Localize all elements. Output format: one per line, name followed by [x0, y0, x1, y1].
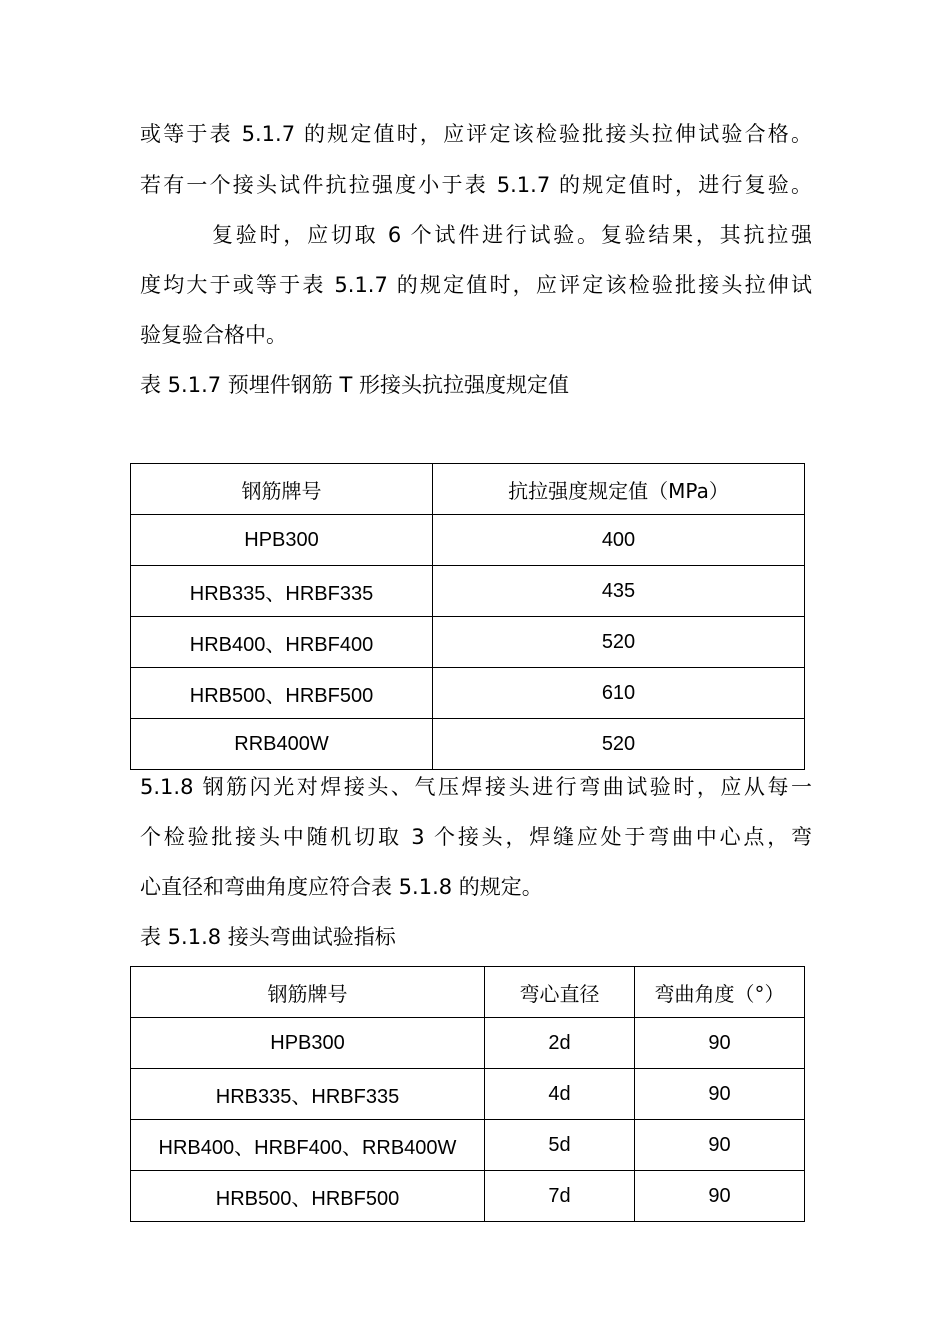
table-cell: 400 — [433, 515, 805, 566]
table-header-row — [131, 464, 805, 515]
table-row — [131, 1069, 805, 1120]
table-row — [131, 719, 805, 770]
table-cell: 7d — [485, 1171, 635, 1222]
table-cell: 2d — [485, 1018, 635, 1069]
header-cell: 抗拉强度规定值（MPa） — [433, 464, 805, 515]
table-cell: 90 — [635, 1069, 805, 1120]
table-cell: HRB400、HRBF400、RRB400W — [131, 1120, 485, 1171]
header-cell: 钢筋牌号 — [131, 464, 433, 515]
paragraph-line: 验复验合格中。 — [140, 323, 287, 347]
table-row — [131, 1171, 805, 1222]
table-cell: 520 — [433, 719, 805, 770]
paragraph-line: 5.1.8 钢筋闪光对焊接头、气压焊接头进行弯曲试验时，应从每一 — [140, 775, 812, 799]
table-cell: HPB300 — [131, 1018, 485, 1069]
table-caption: 表 5.1.8 接头弯曲试验指标 — [140, 925, 396, 949]
table-cell: HPB300 — [131, 515, 433, 566]
paragraph-line: 心直径和弯曲角度应符合表 5.1.8 的规定。 — [140, 875, 543, 899]
paragraph-line: 复验时，应切取 6 个试件进行试验。复验结果，其抗拉强 — [212, 223, 812, 247]
header-cell: 钢筋牌号 — [131, 967, 485, 1018]
table-cell: 90 — [635, 1120, 805, 1171]
table-cell: 4d — [485, 1069, 635, 1120]
table-cell: HRB335、HRBF335 — [131, 1069, 485, 1120]
table-cell: 435 — [433, 566, 805, 617]
paragraph-line: 个检验批接头中随机切取 3 个接头，焊缝应处于弯曲中心点，弯 — [140, 825, 812, 849]
table-cell: HRB335、HRBF335 — [131, 566, 433, 617]
table-cell: HRB400、HRBF400 — [131, 617, 433, 668]
table-cell: 5d — [485, 1120, 635, 1171]
header-cell: 弯心直径 — [485, 967, 635, 1018]
table-cell: HRB500、HRBF500 — [131, 1171, 485, 1222]
table-cell: RRB400W — [131, 719, 433, 770]
table-row — [131, 668, 805, 719]
table-header-row — [131, 967, 805, 1018]
table-row — [131, 566, 805, 617]
table-caption: 表 5.1.7 预埋件钢筋 T 形接头抗拉强度规定值 — [140, 373, 569, 397]
table-cell: 610 — [433, 668, 805, 719]
table-cell: 520 — [433, 617, 805, 668]
table-row — [131, 515, 805, 566]
table-cell: HRB500、HRBF500 — [131, 668, 433, 719]
header-cell: 弯曲角度（°） — [635, 967, 805, 1018]
tensile-strength-table — [130, 463, 805, 770]
table-cell: 90 — [635, 1171, 805, 1222]
table-row — [131, 617, 805, 668]
table-row — [131, 1018, 805, 1069]
table-row — [131, 1120, 805, 1171]
paragraph-line: 若有一个接头试件抗拉强度小于表 5.1.7 的规定值时，进行复验。 — [140, 173, 812, 197]
paragraph-line: 或等于表 5.1.7 的规定值时，应评定该检验批接头拉伸试验合格。 — [140, 122, 812, 146]
bend-test-table — [130, 966, 805, 1222]
paragraph-line: 度均大于或等于表 5.1.7 的规定值时，应评定该检验批接头拉伸试 — [140, 273, 812, 297]
table-cell: 90 — [635, 1018, 805, 1069]
